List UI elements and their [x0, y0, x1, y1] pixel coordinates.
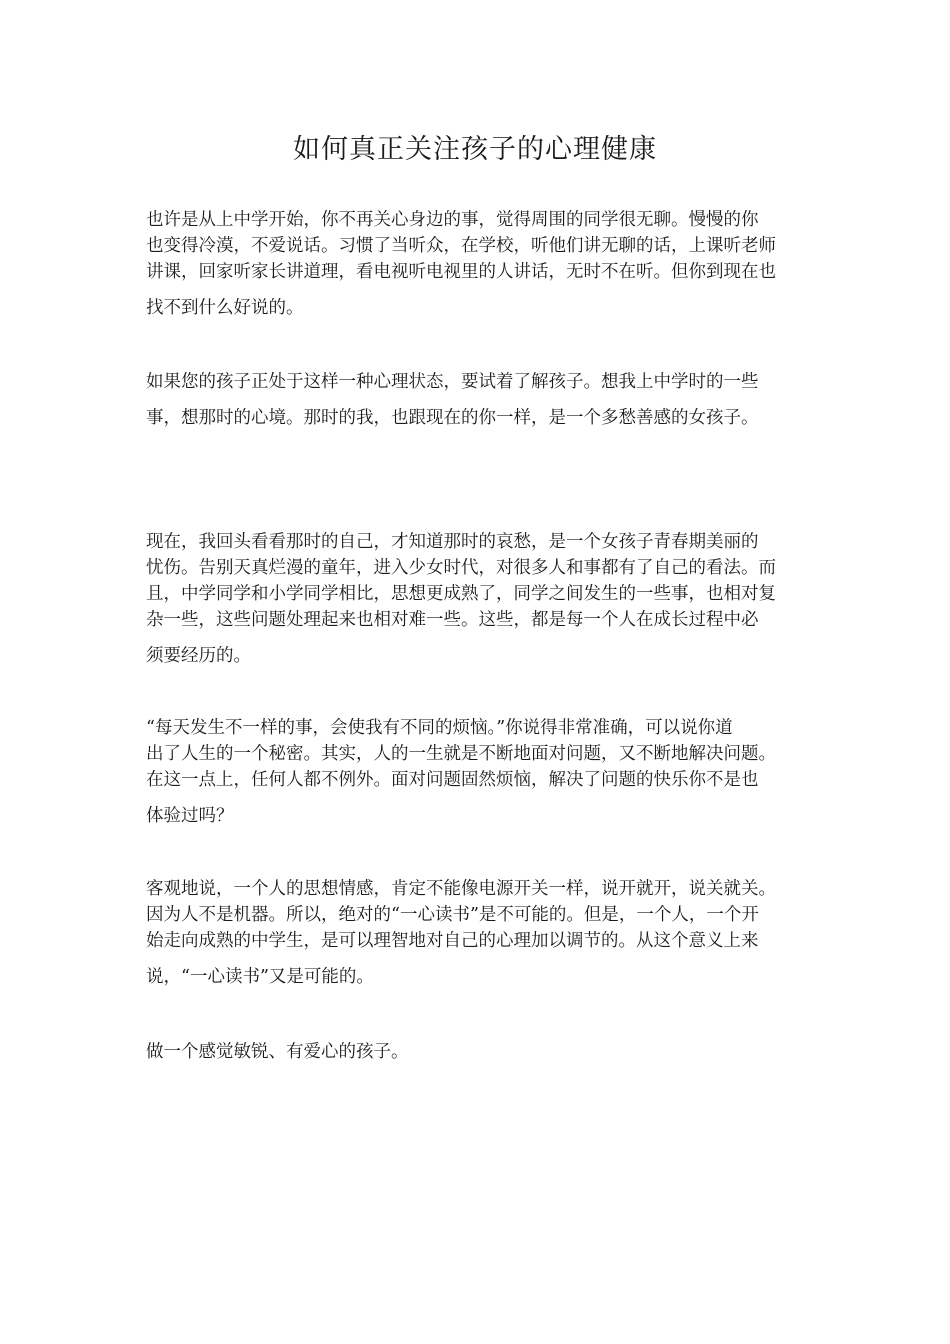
- paragraph-line: “每天发生不一样的事，会使我有不同的烦恼。”你说得非常准确，可以说你道: [146, 718, 733, 738]
- paragraph-line: 讲课，回家听家长讲道理，看电视听电视里的人讲话，无时不在听。但你到现在也: [146, 262, 776, 282]
- paragraph-line: 且，中学同学和小学同学相比，思想更成熟了，同学之间发生的一些事，也相对复: [146, 584, 776, 604]
- paragraph-line: 说，“一心读书”又是可能的。: [146, 967, 374, 987]
- paragraph-line: 在这一点上，任何人都不例外。面对问题固然烦恼，解决了问题的快乐你不是也: [146, 770, 759, 790]
- paragraph-line: 事，想那时的心境。那时的我，也跟现在的你一样，是一个多愁善感的女孩子。: [146, 408, 759, 428]
- paragraph-line: 客观地说，一个人的思想情感，肯定不能像电源开关一样，说开就开，说关就关。: [146, 879, 776, 899]
- paragraph-line: 如果您的孩子正处于这样一种心理状态，要试着了解孩子。想我上中学时的一些: [146, 372, 759, 392]
- paragraph-line: 杂一些，这些问题处理起来也相对难一些。这些，都是每一个人在成长过程中必: [146, 610, 759, 630]
- paragraph-5: [146, 876, 808, 990]
- paragraph-line: 出了人生的一个秘密。其实，人的一生就是不断地面对问题，又不断地解决问题。: [146, 744, 776, 764]
- paragraph-line: 因为人不是机器。所以，绝对的“一心读书”是不可能的。但是，一个人，一个开: [146, 905, 759, 925]
- paragraph-line: 找不到什么好说的。: [146, 298, 304, 318]
- paragraph-line: 做一个感觉敏锐、有爱心的孩子。: [146, 1042, 409, 1062]
- document-title: 如何真正关注孩子的心理健康: [293, 134, 657, 165]
- paragraph-line: 也许是从上中学开始，你不再关心身边的事，觉得周围的同学很无聊。慢慢的你: [146, 210, 759, 230]
- paragraph-1: [146, 207, 808, 321]
- paragraph-line: 须要经历的。: [146, 646, 251, 666]
- paragraph-line: 体验过吗？: [146, 806, 234, 826]
- paragraph-line: 也变得冷漠，不爱说话。习惯了当听众，在学校，听他们讲无聊的话，上课听老师: [146, 236, 776, 256]
- paragraph-3: [146, 529, 808, 669]
- paragraph-line: 现在，我回头看看那时的自己，才知道那时的哀愁，是一个女孩子青春期美丽的: [146, 532, 759, 552]
- paragraph-2: [146, 369, 808, 431]
- paragraph-6: [146, 1039, 808, 1065]
- paragraph-4: [146, 715, 808, 829]
- paragraph-line: 忧伤。告别天真烂漫的童年，进入少女时代，对很多人和事都有了自己的看法。而: [146, 558, 776, 578]
- paragraph-line: 始走向成熟的中学生，是可以理智地对自己的心理加以调节的。从这个意义上来: [146, 931, 759, 951]
